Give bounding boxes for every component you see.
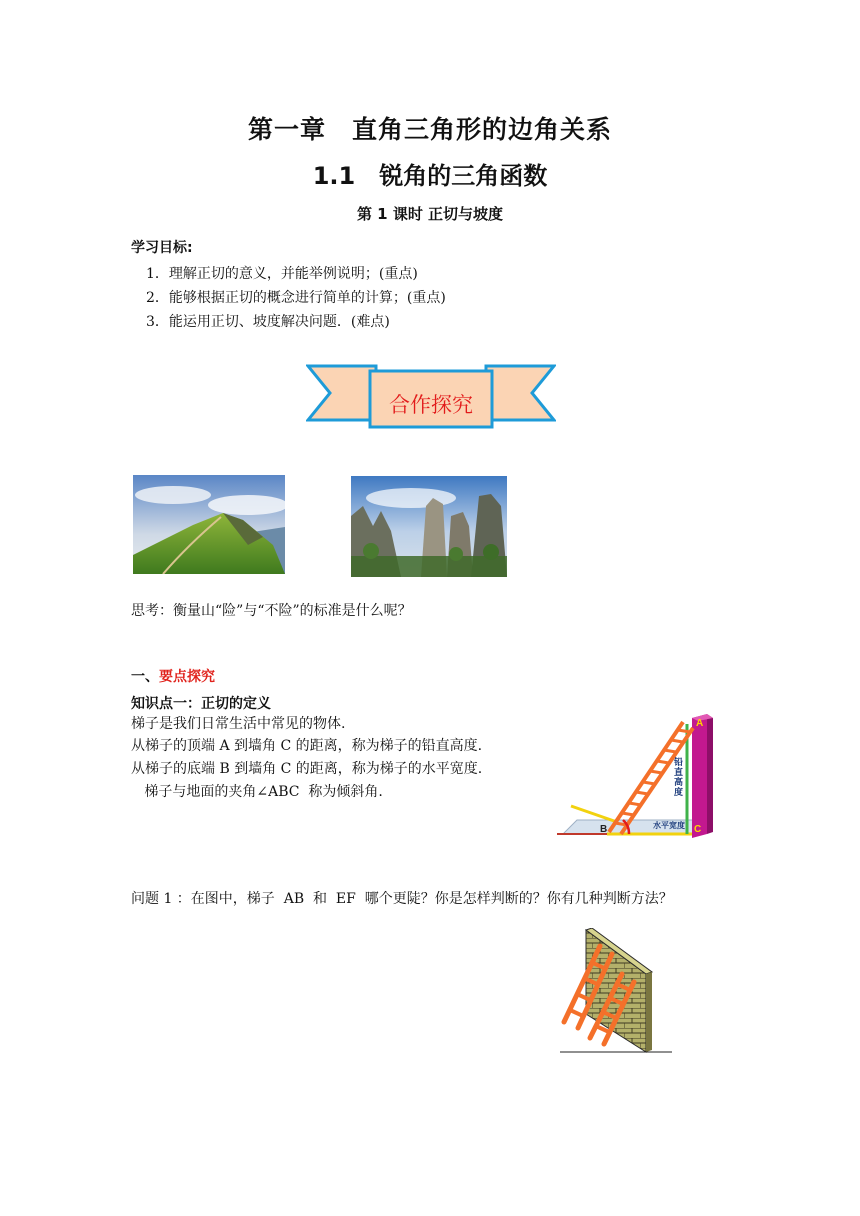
knowledge-line-1: 梯子是我们日常生活中常见的物体. [131,716,346,732]
objective-item-1: 1．理解正切的意义，并能举例说明；(重点) [146,266,418,282]
banner-text: 合作探究 [389,393,473,417]
chapter-title: 第一章 直角三角形的边角关系 [247,115,612,144]
knowledge-line-4: 梯子与地面的夹角∠ABC 称为倾斜角. [131,784,383,800]
label-a: A [696,718,704,729]
section-title: 1.1 锐角的三角函数 [312,162,548,190]
knowledge-line-3: 从梯子的底端 B 到墙角 C 的距离，称为梯子的水平宽度. [131,761,483,777]
section-prefix: 一、 [131,669,159,685]
objectives-label: 学习目标: [131,240,193,256]
knowledge-line-2: 从梯子的顶端 A 到墙角 C 的距离，称为梯子的铅直高度. [131,738,483,754]
horizontal-width-label: 水平宽度 [653,821,685,830]
knowledge-heading: 知识点一：正切的定义 [131,696,271,712]
think-question: 思考：衡量山“险”与“不险”的标准是什么呢？ [131,603,412,619]
ladder-diagram [557,708,727,840]
section-heading-text: 要点探究 [159,669,215,685]
objective-item-2: 2．能够根据正切的概念进行简单的计算；(重点) [146,290,446,306]
lesson-title: 第 1 课时 正切与坡度 [356,205,504,223]
label-b: B [600,824,608,835]
label-c: C [694,824,702,835]
brick-wall-ladders-diagram [560,928,672,1054]
vertical-height-label: 铅直高度 [674,758,684,798]
question-1: 问题 1 ：在图中，梯子 AB 和 EF 哪个更陡？你是怎样判断的？你有几种判断方法？ [131,891,673,907]
objective-item-3: 3．能运用正切、坡度解决问题．(难点) [146,314,390,330]
section-heading [131,666,215,686]
rock-pillars-photo [351,476,507,577]
mountain-ridge-photo [133,475,285,574]
